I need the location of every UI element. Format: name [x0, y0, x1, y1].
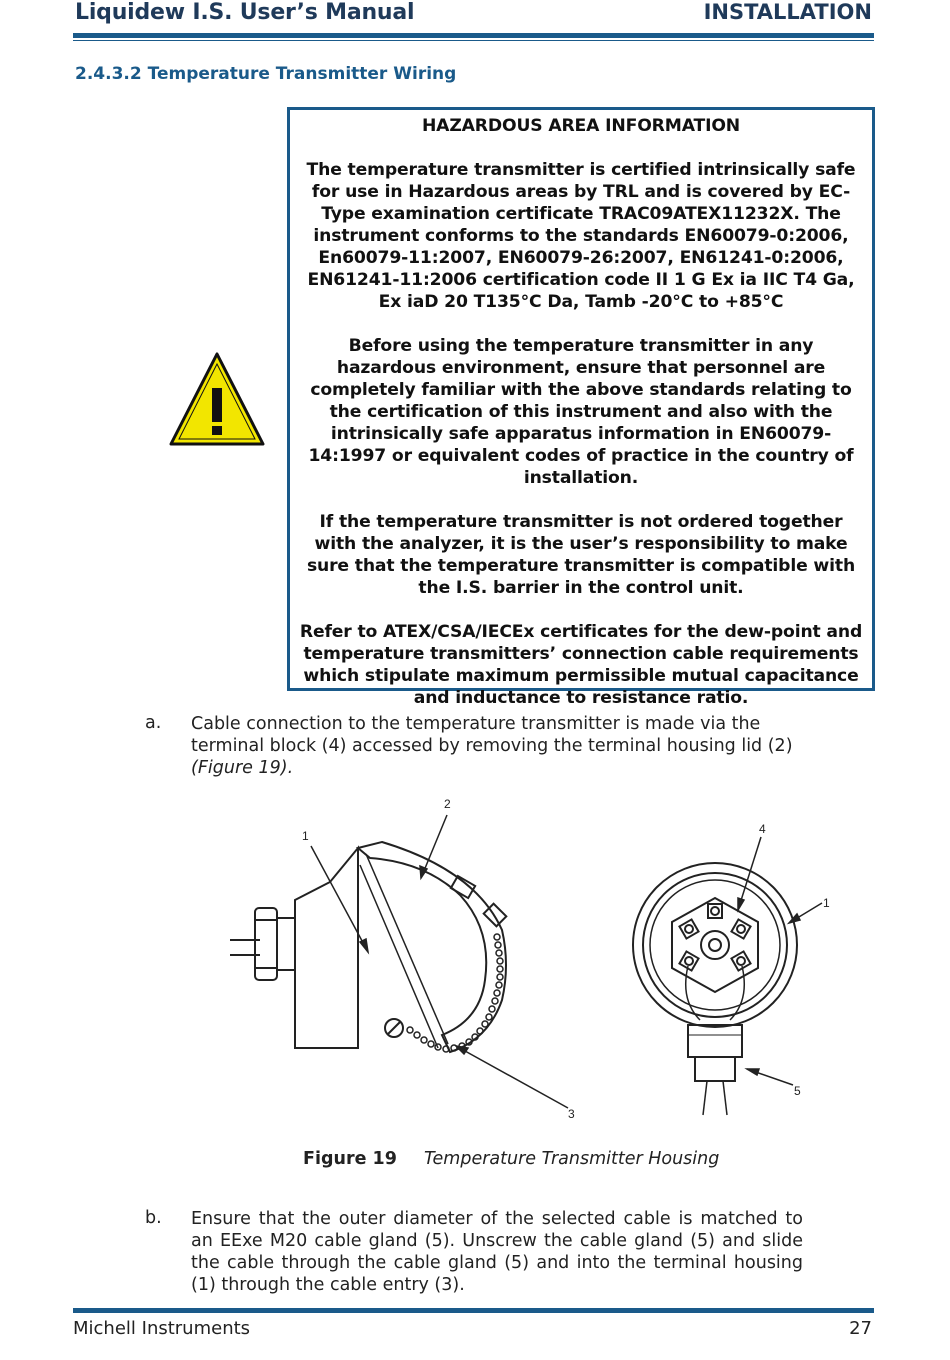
figure-label: 1 [302, 829, 309, 843]
page-number: 27 [849, 1318, 872, 1339]
header-rule-thin [73, 40, 874, 41]
hazard-paragraph: Before using the temperature transmitter in any hazardous environment, ensure that personnel are completely familiar with the above standards relating to the certification of this instrument and also with the intrinsically safe apparatus information in EN60079-14:1997 or equivalent codes of practice in the country of installation. [308, 336, 854, 488]
figure-label: 3 [568, 1107, 575, 1121]
hazard-paragraph: Refer to ATEX/CSA/IECEx certificates for the dew-point and temperature transmitters’ connection cable requirements which stipulate maximum permissible mutual capacitance and inductance to resistance ratio. [299, 622, 863, 708]
step-letter: a. [145, 713, 162, 733]
header-rule [73, 33, 874, 38]
figure-label: 4 [759, 822, 766, 836]
step-text [191, 713, 803, 779]
chapter-title: INSTALLATION [703, 0, 872, 24]
section-heading: 2.4.3.2 Temperature Transmitter Wiring [75, 64, 457, 84]
hazard-paragraph: If the temperature transmitter is not ordered together with the analyzer, it is the user’s responsibility to make sure that the temperature transmitter is compatible with the I.S. barrier in the control unit. [306, 512, 856, 598]
figure-temperature-transmitter-housing [210, 790, 850, 1130]
footer-rule [73, 1308, 874, 1313]
warning-triangle-icon [168, 350, 266, 448]
step-letter: b. [145, 1208, 162, 1228]
hazard-box-title: HAZARDOUS AREA INFORMATION [421, 116, 741, 136]
figure-label: 1 [823, 896, 830, 910]
figure-reference: (Figure 19). [191, 758, 294, 778]
manual-title: Liquidew I.S. User’s Manual [75, 0, 415, 25]
step-text: Ensure that the outer diameter of the selected cable is matched to an EExe M20 cable gland (5). Unscrew the cable gland (5) and slide the cable through the cable gland (5) and into the terminal housing (1) through the cable entry (3). [191, 1209, 803, 1295]
footer-company: Michell Instruments [73, 1318, 251, 1339]
figure-label: 5 [794, 1084, 801, 1098]
step-body: Cable connection to the temperature transmitter is made via the terminal block (4) accessed by removing the terminal housing lid (2) [191, 714, 793, 756]
housing-side-view [230, 842, 506, 1052]
figure-label: 2 [444, 797, 451, 811]
hazardous-area-box [287, 107, 875, 708]
figure-caption-text: Temperature Transmitter Housing [424, 1149, 720, 1169]
figure-caption-number: Figure 19 [303, 1149, 397, 1169]
hazard-paragraph: The temperature transmitter is certified intrinsically safe for use in Hazardous areas by TRL and is covered by EC-Type examination certificate TRAC09ATEX11232X. The instrument conforms to the standards EN60079-0:2006, En60079-11:2007, EN60079-26:2007, EN61241-0:2006, EN61241-11:2006 certification code II 1 G Ex ia IIC T4 Ga, Ex iaD 20 T135°C Da, Tamb -20°C to +85°C [306, 160, 856, 312]
